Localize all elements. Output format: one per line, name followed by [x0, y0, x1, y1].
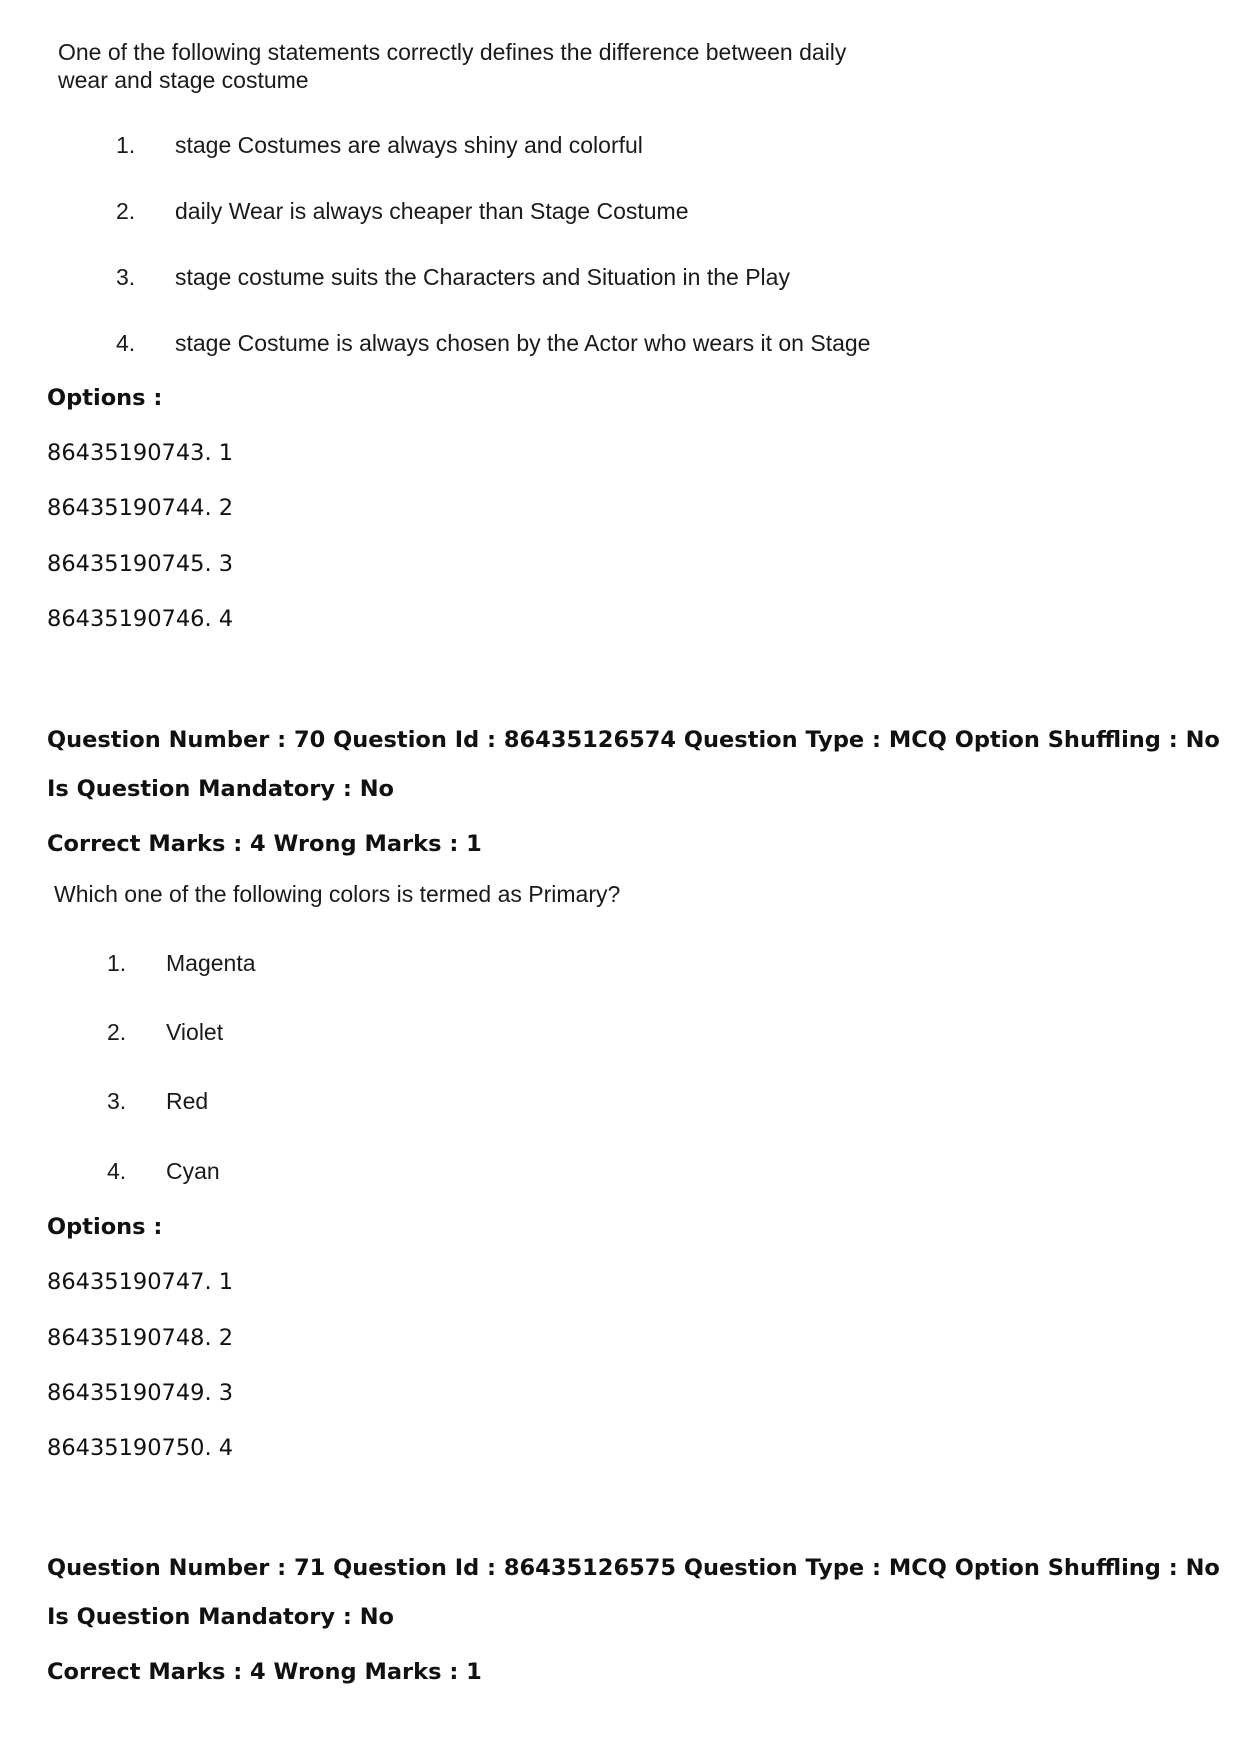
- option-row: 86435190748. 2: [47, 1325, 234, 1351]
- option-row: 86435190749. 3: [47, 1380, 234, 1406]
- q69-stem-line1: One of the following statements correctly defines the difference between daily: [58, 39, 847, 65]
- question-marks: Correct Marks : 4 Wrong Marks : 1: [47, 831, 482, 857]
- q69-item-text: stage Costumes are always shiny and colorful: [175, 132, 643, 158]
- q70-item-text: Red: [166, 1088, 209, 1114]
- q70-item-text: Magenta: [166, 950, 256, 976]
- q70-item-number: 1.: [107, 950, 127, 976]
- q70-item-number: 4.: [107, 1158, 127, 1184]
- q69-item-number: 1.: [116, 132, 136, 158]
- q69-item-number: 4.: [116, 330, 136, 356]
- q69-stem-line2: wear and stage costume: [58, 67, 309, 93]
- option-row: 86435190743. 1: [47, 440, 234, 466]
- q70-item-number: 2.: [107, 1019, 127, 1045]
- q70-item-text: Violet: [166, 1019, 224, 1045]
- q69-item-text: daily Wear is always cheaper than Stage Costume: [175, 198, 689, 224]
- q69-item-text: stage Costume is always chosen by the Actor who wears it on Stage: [175, 330, 871, 356]
- q69-item-text: stage costume suits the Characters and Situation in the Play: [175, 264, 790, 290]
- option-row: 86435190746. 4: [47, 606, 234, 632]
- options-label: Options :: [47, 1214, 163, 1240]
- q70-item-text: Cyan: [166, 1158, 220, 1184]
- q69-item-number: 2.: [116, 198, 136, 224]
- question-mandatory: Is Question Mandatory : No: [47, 1604, 394, 1630]
- question-header: Question Number : 71 Question Id : 86435126575 Question Type : MCQ Option Shuffling : No: [47, 1555, 1220, 1581]
- question-marks: Correct Marks : 4 Wrong Marks : 1: [47, 1659, 482, 1685]
- q70-stem: Which one of the following colors is termed as Primary?: [54, 881, 621, 907]
- question-header: Question Number : 70 Question Id : 86435126574 Question Type : MCQ Option Shuffling : No: [47, 727, 1220, 753]
- q69-item-number: 3.: [116, 264, 136, 290]
- q70-item-number: 3.: [107, 1088, 127, 1114]
- options-label: Options :: [47, 385, 163, 411]
- question-mandatory: Is Question Mandatory : No: [47, 776, 394, 802]
- option-row: 86435190745. 3: [47, 551, 234, 577]
- option-row: 86435190747. 1: [47, 1269, 234, 1295]
- option-row: 86435190750. 4: [47, 1435, 234, 1461]
- option-row: 86435190744. 2: [47, 495, 234, 521]
